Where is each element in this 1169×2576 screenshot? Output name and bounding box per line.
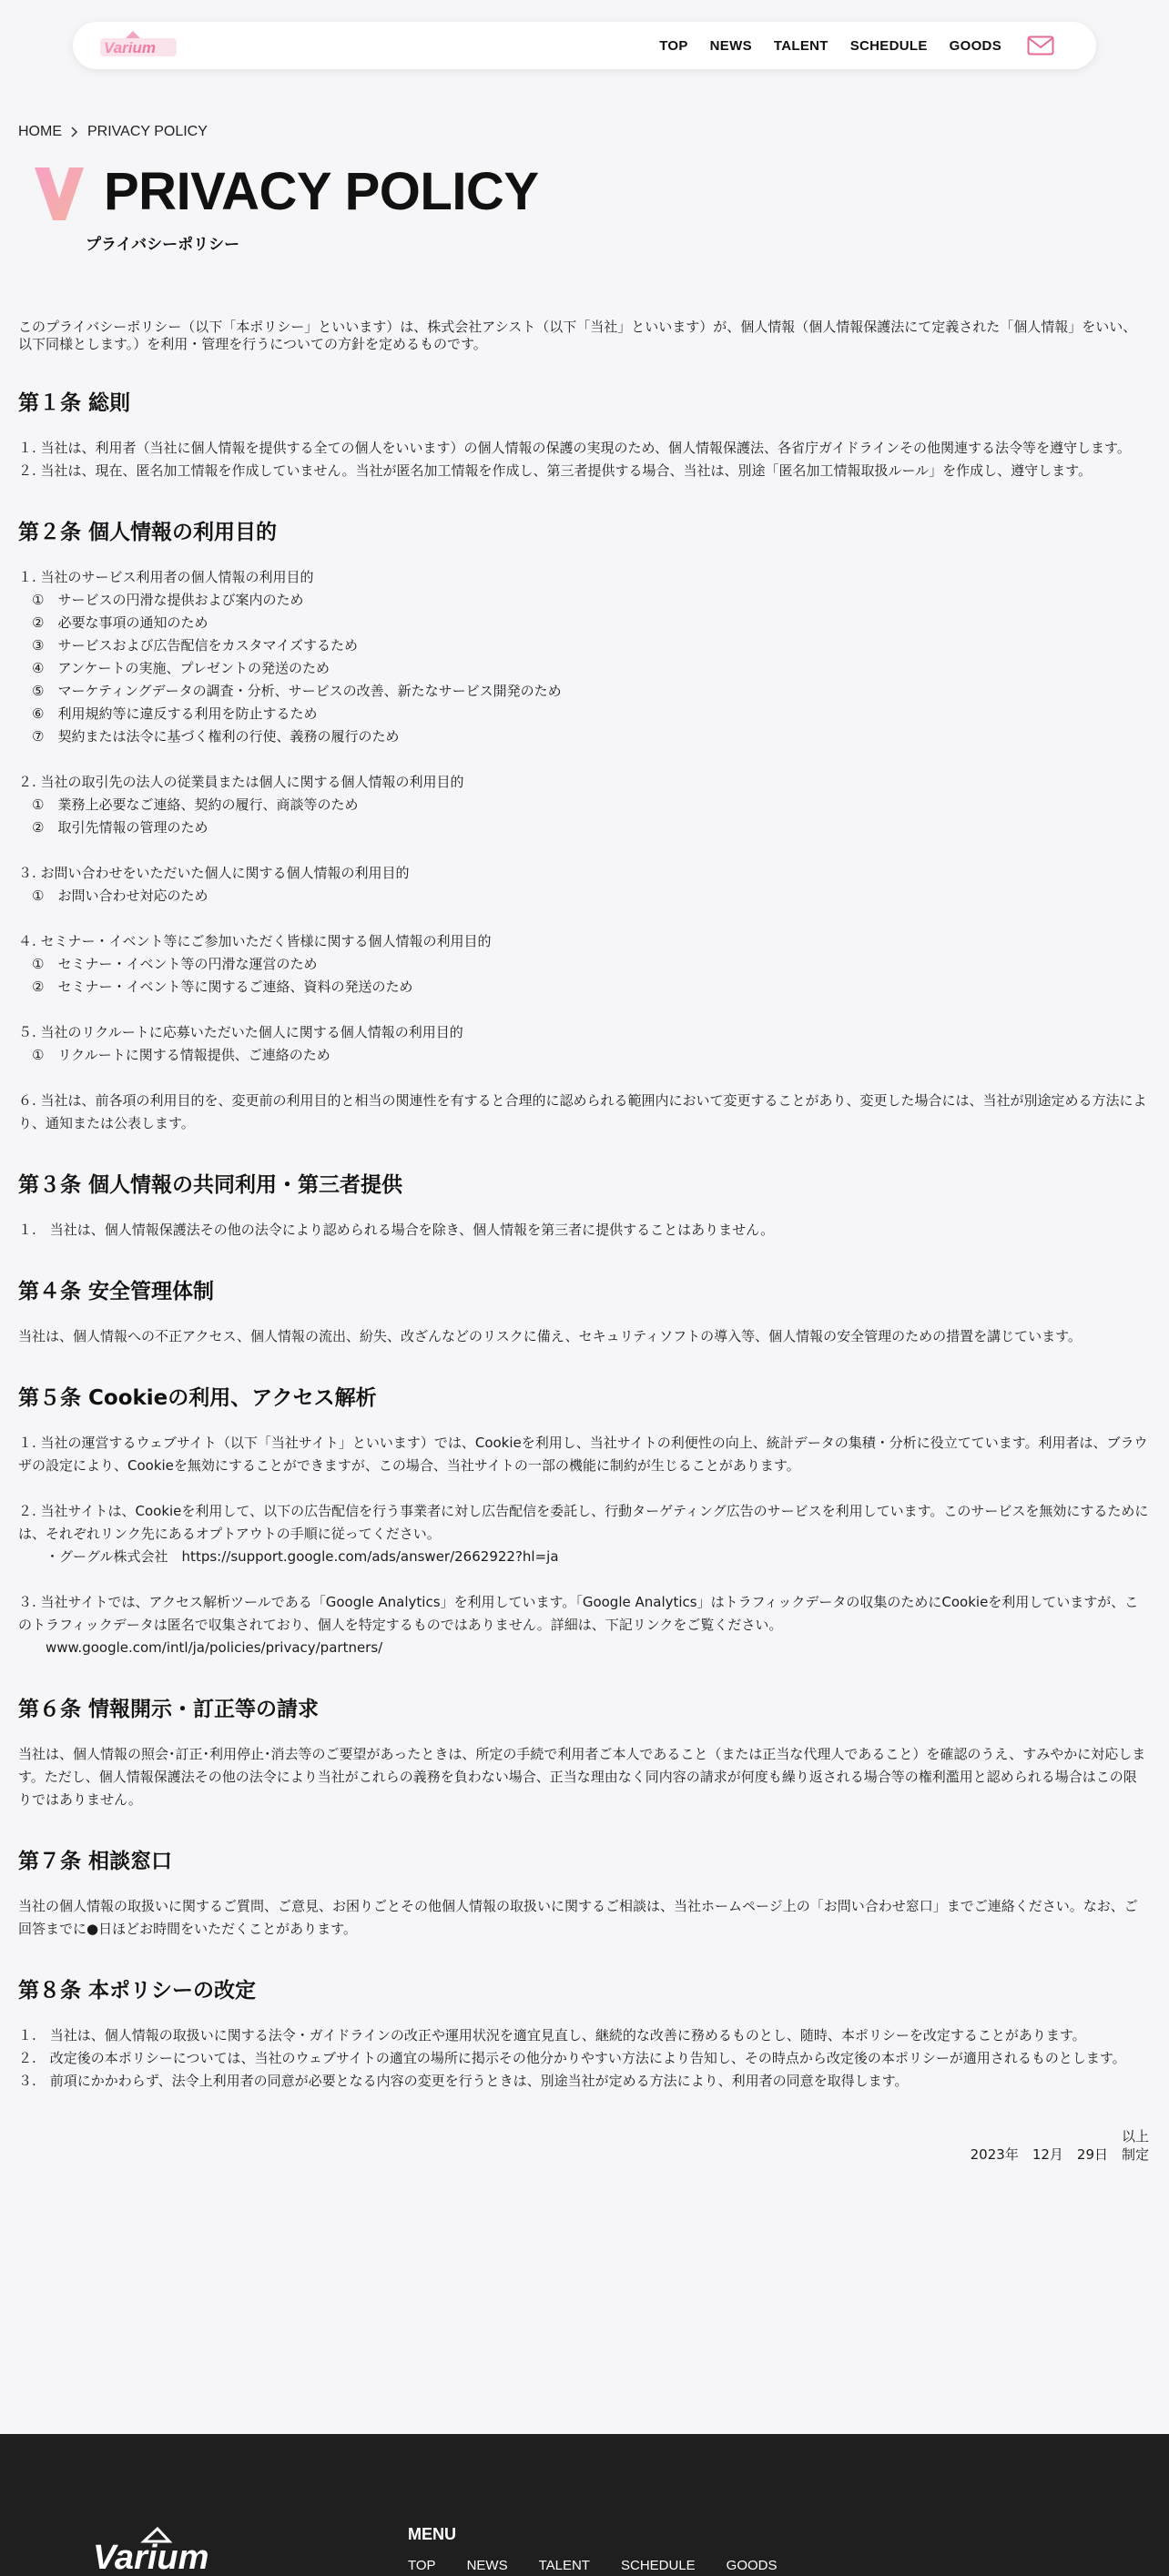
article-heading: 第４条 安全管理体制	[18, 1280, 215, 1303]
site-logo[interactable]	[98, 31, 178, 60]
footer-nav-top[interactable]: TOP	[408, 2558, 436, 2573]
article-heading: 第８条 本ポリシーの改定	[18, 1979, 257, 2003]
chevron-right-icon	[71, 127, 78, 137]
footer-nav-news[interactable]: NEWS	[466, 2558, 508, 2573]
footer-logo[interactable]	[89, 2521, 244, 2576]
article-body: 当社は、個人情報への不正アクセス、個人情報の流出、紛失、改ざんなどのリスクに備え、セキュリティソフトの導入等、個人情報の安全管理のための措置を講じています。	[18, 1328, 1082, 1344]
mail-icon[interactable]	[1027, 35, 1054, 56]
nav-schedule[interactable]: SCHEDULE	[849, 37, 928, 54]
site-header	[73, 22, 1096, 69]
breadcrumb-home[interactable]: HOME	[18, 124, 62, 139]
closing-date: 2023年 12月 29日 制定	[970, 2146, 1149, 2163]
article-2	[18, 519, 1149, 1135]
article-6	[18, 1696, 1149, 1811]
intro-text: このプライバシーポリシー（以下「本ポリシー」といいます）は、株式会社アシスト（以下「当社」といいます）が、個人情報（個人情報保護法にて定義された「個人情報」をいい、以下同様とします。）を利用・管理を行うについての方針を定めるものです。	[18, 319, 1137, 352]
nav-goods[interactable]: GOODS	[949, 37, 1001, 54]
page-subtitle: プライバシーポリシー	[86, 236, 240, 254]
nav-talent[interactable]: TALENT	[773, 37, 828, 54]
footer-menu-title: MENU	[408, 2525, 456, 2543]
article-1	[18, 390, 1149, 482]
article-heading: 第３条 個人情報の共同利用・第三者提供	[18, 1173, 403, 1197]
breadcrumb-current: PRIVACY POLICY	[87, 124, 208, 139]
nav-top[interactable]: TOP	[659, 37, 688, 54]
article-4	[18, 1278, 1149, 1348]
article-body: １. 当社は、個人情報保護法その他の法令により認められる場合を除き、個人情報を第三者に提供することはありません。	[18, 1222, 775, 1238]
article-heading: 第１条 総則	[18, 391, 131, 415]
page-title: PRIVACY POLICY	[104, 162, 539, 221]
nav-news[interactable]: NEWS	[709, 37, 752, 54]
article-body: １. 当社は、個人情報の取扱いに関する法令・ガイドラインの改正や運用状況を適宜見直し、継続的な改善に務めるものとし、随時、本ポリシーを改定することがあります。 ２. 改定後の本ポリシーについては、当社のウェブサイトの適宜の場所に掲示その他分かりやすい方法により告知し、その時点から改定後の本ポリシーが適用されるものとします。 ３. 前項にかかわらず、法令上利用者の同意が必要となる内容の変更を行うときは、別途当社が定める方法により、利用者の同意を取得します。	[18, 2027, 1126, 2089]
article-8	[18, 1977, 1149, 2093]
article-heading: 第７条 相談窓口	[18, 1850, 173, 1873]
article-7	[18, 1848, 1149, 1941]
policy-content	[18, 319, 1149, 2182]
article-body: １. 当社の運営するウェブサイト（以下「当社サイト」といいます）では、Cookieを利用し、当社サイトの利便性の向上、統計データの集積・分析に役立てています。利用者は、ブラウザの設定により、Cookieを無効にすることができますが、この場合、当社サイトの一部の機能に制約が生じることがあります。 ２. 当社サイトは、Cookieを利用して、以下の広告配信を行う事業者に対し広告配信を委託し、行動ターゲティング広告のサービスを利用しています。このサービスを無効にするためには、それぞれリンク先にあるオプトアウトの手順に従ってください。 ・グーグル株式会社 https://support.google.com/ads/answer/2662922?hl=ja ３. 当社サイトでは、アクセス解析ツールである「Google Analytics」を利用しています。「Google Analytics」はトラフィックデータの収集のためにCookieを利用していますが、このトラフィックデータは匿名で収集されており、個人を特定するものではありません。詳細は、下記リンクをご覧ください。 www.google.com/intl/ja/policies/privacy/partners/	[18, 1435, 1149, 1656]
footer-nav	[408, 2558, 808, 2573]
article-body: １. 当社のサービス利用者の個人情報の利用目的 ① サービスの円滑な提供および案内のため ② 必要な事項の通知のため ③ サービスおよび広告配信をカスタマイズするため ④ アンケートの実施、プレゼントの発送のため ⑤ マーケティングデータの調査・分析、サービスの改善、新たなサービス開発のため ⑥ 利用規約等に違反する利用を防止するため ⑦ 契約または法令に基づく権利の行使、義務の履行のため ２. 当社の取引先の法人の従業員または個人に関する個人情報の利用目的 ① 業務上必要なご連絡、契約の履行、商談等のため ② 取引先情報の管理のため ３. お問い合わせをいただいた個人に関する個人情報の利用目的 ① お問い合わせ対応のため ４. セミナー・イベント等にご参加いただく皆様に関する個人情報の利用目的 ① セミナー・イベント等の円滑な運営のため ② セミナー・イベント等に関するご連絡、資料の発送のため ５. 当社のリクルートに応募いただいた個人に関する個人情報の利用目的 ① リクルートに関する情報提供、ご連絡のため ６. 当社は、前各項の利用目的を、変更前の利用目的と相当の関連性を有すると合理的に認められる範囲内において変更することがあり、変更した場合には、当社が別途定める方法により、通知または公表します。	[18, 569, 1147, 1131]
site-footer	[0, 2434, 1169, 2576]
article-body: 当社は、個人情報の照会･訂正･利用停止･消去等のご要望があったときは、所定の手続で利用者ご本人であること（または正当な代理人であること）を確認のうえ、すみやかに対応します。ただし、個人情報保護法その他の法令により当社がこれらの義務を負わない場合、正当な理由なく同内容の請求が何度も繰り返される場合等の権利濫用と認められる場合はこの限りではありません。	[18, 1746, 1146, 1808]
breadcrumb	[18, 124, 208, 140]
footer-nav-talent[interactable]: TALENT	[538, 2558, 590, 2573]
v-logo-mark-icon	[35, 167, 84, 220]
closing-end: 以上	[1121, 2128, 1149, 2145]
article-body: １. 当社は、利用者（当社に個人情報を提供する全ての個人をいいます）の個人情報の保護の実現のため、個人情報保護法、各省庁ガイドラインその他関連する法令等を遵守します。 ２. 当社は、現在、匿名加工情報を作成していません。当社が匿名加工情報を作成し、第三者提供する場合、当社は、別途「匿名加工情報取扱ルール」を作成し、遵守します。	[18, 440, 1131, 479]
article-heading: 第６条 情報開示・訂正等の請求	[18, 1698, 320, 1721]
svg-text:Varium: Varium	[104, 39, 157, 56]
svg-text:Varium: Varium	[93, 2539, 209, 2576]
closing	[971, 2127, 1149, 2164]
article-heading: 第２条 個人情報の利用目的	[18, 521, 278, 544]
article-body: 当社の個人情報の取扱いに関するご質問、ご意見、お困りごとその他個人情報の取扱いに関するご相談は、当社ホームページ上の「お問い合わせ窓口」までご連絡ください。なお、ご回答までに●日ほどお時間をいただくことがあります。	[18, 1898, 1138, 1937]
closing-block	[18, 2127, 1149, 2182]
header-nav	[637, 22, 1054, 69]
article-5	[18, 1384, 1149, 1659]
article-3	[18, 1171, 1149, 1242]
footer-nav-schedule[interactable]: SCHEDULE	[620, 2558, 696, 2573]
footer-nav-goods[interactable]: GOODS	[726, 2558, 778, 2573]
article-heading: 第５条 Cookieの利用、アクセス解析	[18, 1386, 377, 1410]
